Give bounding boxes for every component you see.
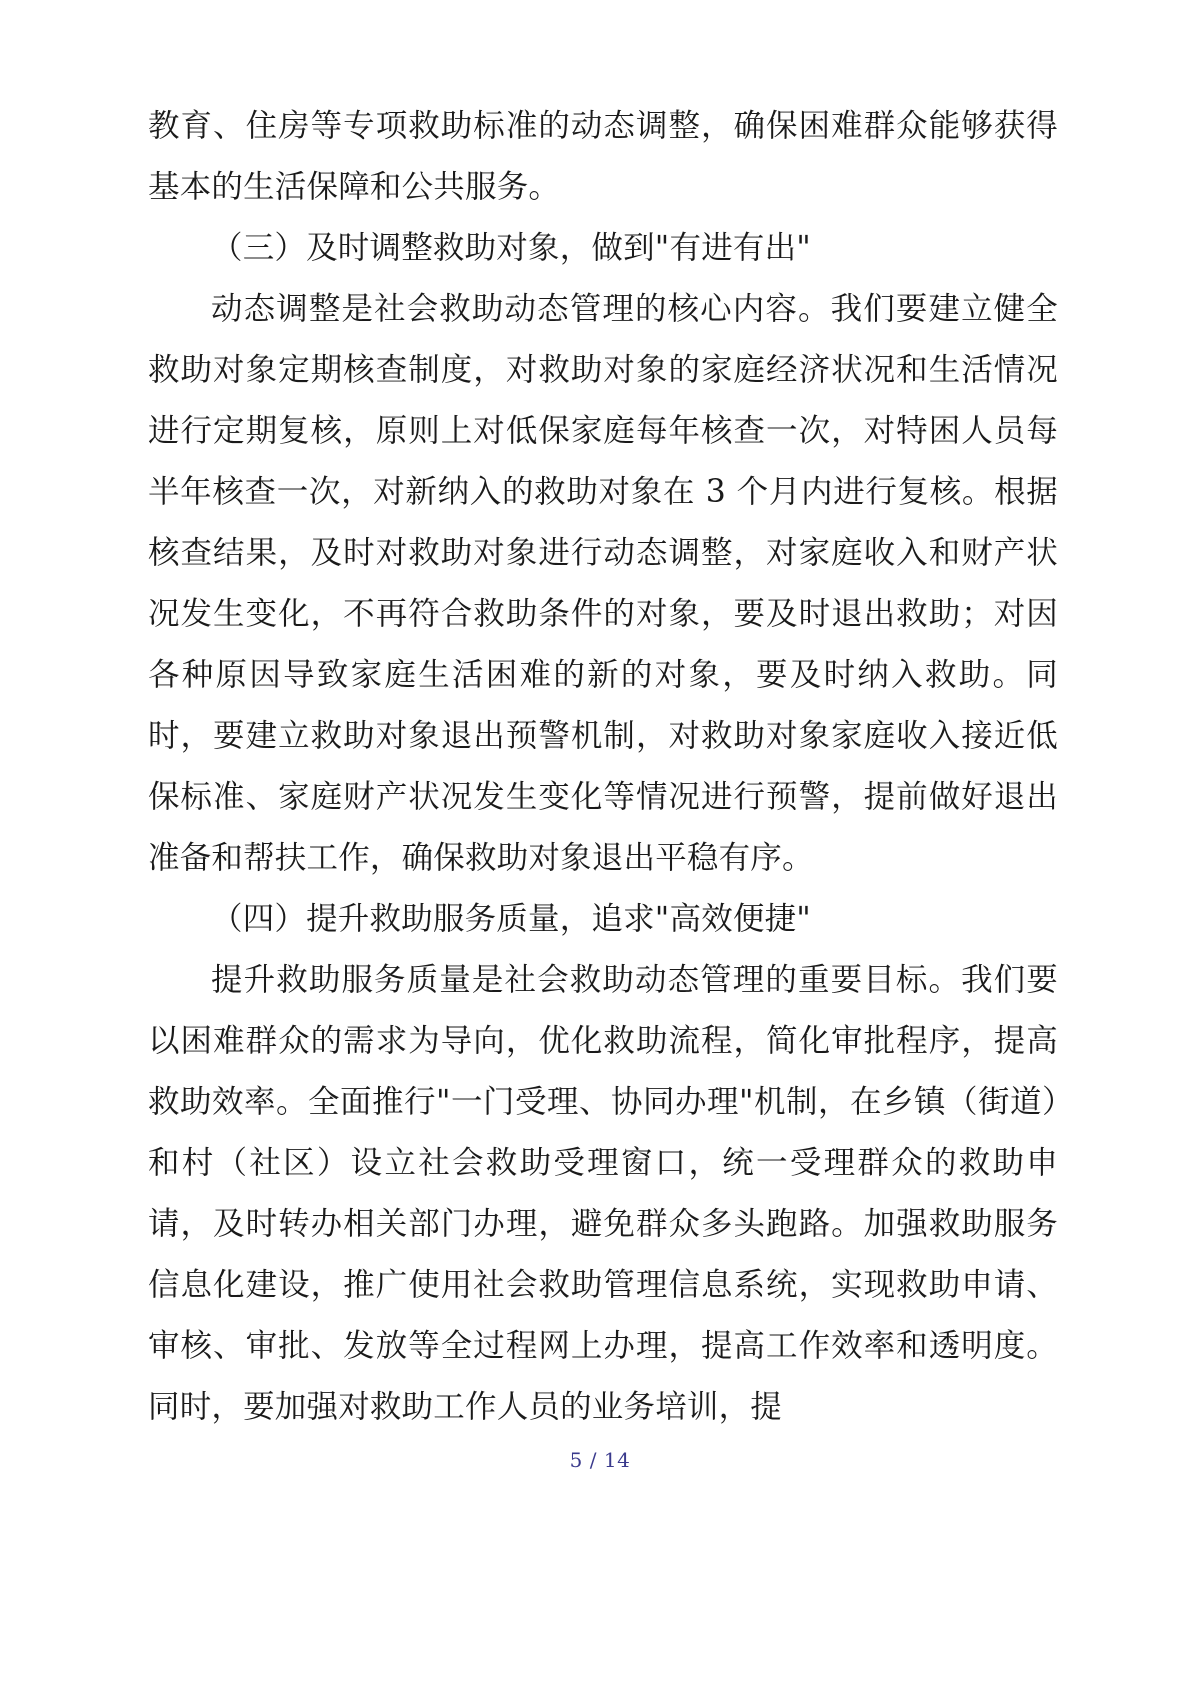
- section-heading-three: （三）及时调整救助对象，做到"有进有出": [211, 230, 811, 266]
- page-number: 5 / 14: [569, 1448, 631, 1472]
- paragraph-service-quality: 提升救助服务质量是社会救助动态管理的重要目标。我们要以困难群众的需求为导向，优化救助流程，简化审批程序，提高救助效率。全面推行"一门受理、协同办理"机制，在乡镇（街道）和村（社区）设立社会救助受理窗口，统一受理群众的救助申请，及时转办相关部门办理，避免群众多头跑路。加强救助服务信息化建设，推广使用社会救助管理信息系统，实现救助申请、审核、审批、发放等全过程网上办理，提高工作效率和透明度。同时，要加强对救助工作人员的业务培训，提: [148, 962, 1058, 1425]
- paragraph-dynamic-adjustment: 动态调整是社会救助动态管理的核心内容。我们要建立健全救助对象定期核查制度，对救助对象的家庭经济状况和生活情况进行定期复核，原则上对低保家庭每年核查一次，对特困人员每半年核查一次，对新纳入的救助对象在 3 个月内进行复核。根据核查结果，及时对救助对象进行动态调整，对家庭收入和财产状况发生变化，不再符合救助条件的对象，要及时退出救助；对因各种原因导致家庭生活困难的新的对象，要及时纳入救助。同时，要建立救助对象退出预警机制，对救助对象家庭收入接近低保标准、家庭财产状况发生变化等情况进行预警，提前做好退出准备和帮扶工作，确保救助对象退出平稳有序。: [148, 291, 1058, 876]
- document-body: [148, 96, 1058, 1438]
- section-heading-four: （四）提升救助服务质量，追求"高效便捷": [211, 901, 811, 937]
- paragraph-continuation: 教育、住房等专项救助标准的动态调整，确保困难群众能够获得基本的生活保障和公共服务。: [148, 108, 1058, 205]
